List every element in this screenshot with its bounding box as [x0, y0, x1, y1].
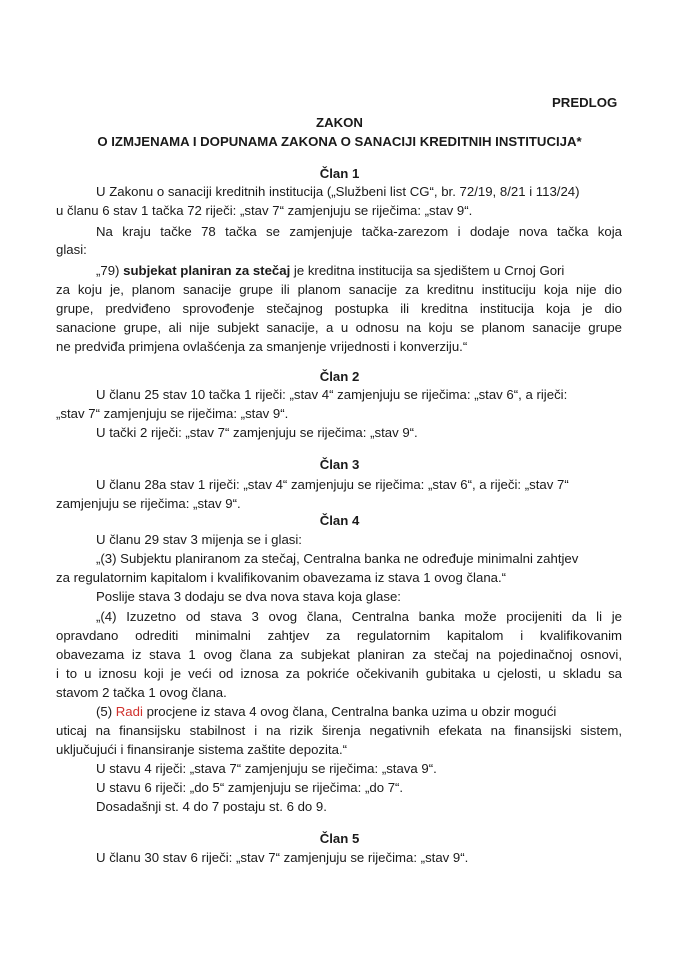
article-4-p3: Poslije stava 3 dodaju se dva nova stava koja glase: — [96, 589, 401, 604]
paragraph-text: procjene iz stava 4 ovog člana, Centralna banka uzima u obzir mogući — [142, 704, 557, 719]
article-1-p2-line1: Na kraju tačke 78 tačka se zamjenjuje tačka-zarezom i dodaje nova tačka koja — [96, 224, 622, 239]
article-1-p1-line2: u članu 6 stav 1 tačka 72 riječi: „stav 7“ zamjenjuju se riječima: „stav 9“. — [56, 203, 473, 218]
article-4-p5-line1 — [96, 704, 556, 719]
article-4-p4-line5: stavom 2 tačka 1 ovog člana. — [56, 685, 227, 700]
article-1-heading: Član 1 — [319, 166, 360, 181]
article-2-p1-line2: „stav 7“ zamjenjuju se riječima: „stav 9“. — [56, 406, 289, 421]
definition-number: „79) — [96, 263, 124, 278]
article-1-p3-line4: sanacione grupe, ali nije subjekt sanacije, a u odnosu na koju se planom sanacije grupe — [56, 320, 622, 335]
law-title: ZAKON — [316, 115, 363, 130]
article-4-p4-line3: obavezama iz stava 1 ovog člana za subjekat planiran za stečaj na pojedinačnoj osnovi, — [56, 647, 622, 662]
article-2-p2: U tački 2 riječi: „stav 7“ zamjenjuju se riječima: „stav 9“. — [96, 425, 418, 440]
article-1-p3-line1 — [96, 263, 564, 278]
article-4-p8: Dosadašnji st. 4 do 7 postaju st. 6 do 9. — [96, 799, 327, 814]
highlighted-word: Radi — [115, 704, 143, 719]
article-1-p3-line2: za koju je, planom sanacije grupe ili planom sanacije za kreditnu instituciju koja nije dio — [56, 282, 622, 297]
article-3-p1-line1: U članu 28a stav 1 riječi: „stav 4“ zamjenjuju se riječima: „stav 6“, a riječi: „stav 7“ — [96, 477, 569, 492]
article-5-heading: Član 5 — [319, 831, 360, 846]
article-5-p1: U članu 30 stav 6 riječi: „stav 7“ zamjenjuju se riječima: „stav 9“. — [96, 850, 469, 865]
article-2-heading: Član 2 — [319, 369, 360, 384]
article-4-p6: U stavu 4 riječi: „stava 7“ zamjenjuju se riječima: „stava 9“. — [96, 761, 437, 776]
article-4-p4-line1: „(4) Izuzetno od stava 3 ovog člana, Centralna banka može procijeniti da li je — [96, 609, 622, 624]
article-1-p2-line2: glasi: — [56, 242, 87, 257]
article-4-p2-line1: „(3) Subjektu planiranom za stečaj, Centralna banka ne određuje minimalni zahtjev — [96, 551, 579, 566]
article-1-p3-line3: grupe, predviđeno sprovođenje stečajnog postupka ili kreditna institucija koja je dio — [56, 301, 622, 316]
defined-term: subjekat planiran za stečaj — [123, 263, 291, 278]
article-3-p1-line2: zamjenjuju se riječima: „stav 9“. — [56, 496, 241, 511]
article-3-heading: Član 3 — [319, 457, 360, 472]
article-4-p4-line2: opravdano odrediti minimalni zahtjev za regulatornim kapitalom i kvalifikovanim — [56, 628, 622, 643]
article-4-p7: U stavu 6 riječi: „do 5“ zamjenjuju se riječima: „do 7“. — [96, 780, 404, 795]
definition-text: je kreditna institucija sa sjedištem u Crnoj Gori — [290, 263, 565, 278]
article-2-p1-line1: U članu 25 stav 10 tačka 1 riječi: „stav 4“ zamjenjuju se riječima: „stav 6“, a riječi: — [96, 387, 568, 402]
article-4-p2-line2: za regulatornim kapitalom i kvalifikovanim obavezama iz stava 1 ovog člana.“ — [56, 570, 507, 585]
article-4-p5-line2: uticaj na finansijsku stabilnost i na rizik širenja negativnih efekata na finansijski sistem, — [56, 723, 622, 738]
article-4-p1: U članu 29 stav 3 mijenja se i glasi: — [96, 532, 302, 547]
article-4-heading: Član 4 — [319, 513, 360, 528]
article-4-p4-line4: i to u iznosu koji je veći od iznosa za pokriće očekivanih gubitaka u cjelosti, u skladu sa — [56, 666, 622, 681]
law-subtitle: O IZMJENAMA I DOPUNAMA ZAKONA O SANACIJI KREDITNIH INSTITUCIJA* — [97, 134, 582, 149]
article-4-p5-line3: uključujući i finansiranje sistema zaštite depozita.“ — [56, 742, 347, 757]
paragraph-number: (5) — [96, 704, 116, 719]
predlog-label: PREDLOG — [552, 95, 618, 110]
article-1-p3-line5: ne predviđa primjena ovlašćenja za smanjenje vrijednosti i konverziju.“ — [56, 339, 468, 354]
article-1-p1-line1: U Zakonu o sanaciji kreditnih institucija („Službeni list CG“, br. 72/19, 8/21 i 113/24) — [96, 184, 580, 199]
